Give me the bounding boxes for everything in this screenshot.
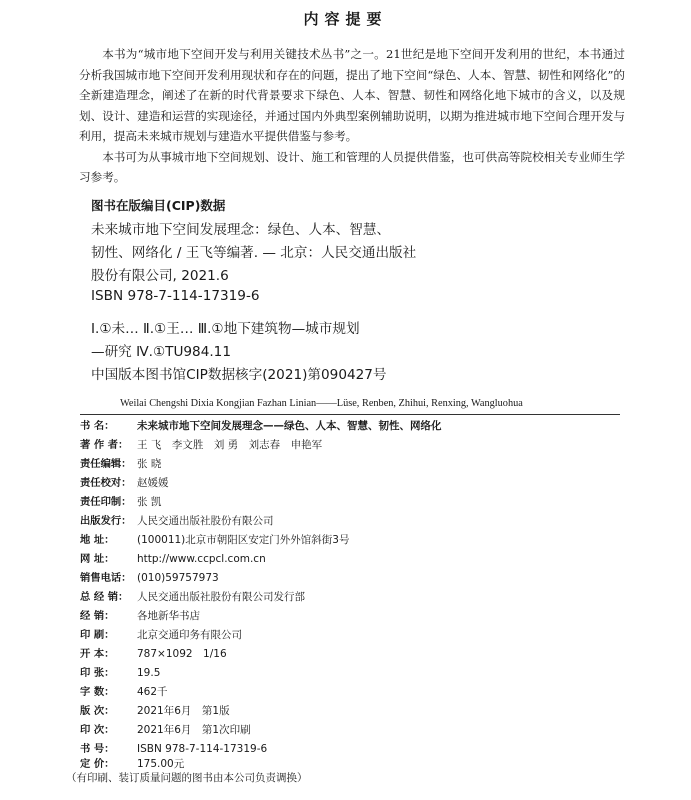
colophon-row <box>80 417 442 433</box>
colophon-value: 462千 <box>137 686 168 698</box>
colophon-label: 地 址： <box>80 534 115 546</box>
cip-classification: —研究 Ⅳ.①TU984.11 <box>91 344 231 360</box>
colophon-label: 销售电话： <box>80 572 132 584</box>
colophon-row <box>80 550 266 565</box>
cip-classification: Ⅰ.①未… Ⅱ.①王… Ⅲ.①地下建筑物—城市规划 <box>91 321 360 337</box>
colophon-label: 责任编辑： <box>80 458 132 470</box>
colophon-row <box>80 512 274 528</box>
colophon-row <box>80 664 160 679</box>
divider <box>80 414 620 415</box>
pinyin-title: Weilai Chengshi Dixia Kongjian Fazhan Linian——Lüse, Renben, Zhihui, Renxing, Wangluohua <box>120 398 523 409</box>
colophon-label: 出版发行： <box>80 515 132 527</box>
page-title: 内容提要 <box>303 10 388 28</box>
colophon-row <box>80 493 161 509</box>
colophon-label: 印 刷： <box>80 629 115 641</box>
colophon-value: 北京交通印务有限公司 <box>137 629 242 641</box>
colophon-row <box>80 455 161 471</box>
colophon-row <box>80 626 242 642</box>
colophon-row <box>80 702 230 718</box>
colophon-label: 印 张： <box>80 667 115 679</box>
colophon-value: 王 飞 李文胜 刘 勇 刘志春 申艳军 <box>137 439 323 451</box>
colophon-row <box>80 740 267 755</box>
colophon-value: 未来城市地下空间发展理念——绿色、人本、智慧、韧性、网络化 <box>137 420 442 432</box>
cip-record-number: 中国版本图书馆CIP数据核字(2021)第090427号 <box>91 367 387 383</box>
colophon-row <box>80 607 200 623</box>
colophon-row <box>80 645 227 661</box>
colophon-value: 19.5 <box>137 667 161 679</box>
colophon-value: 张 晓 <box>137 458 162 470</box>
colophon-value: (010)59757973 <box>137 572 219 584</box>
colophon-value: 张 凯 <box>137 496 162 508</box>
website-link: http://www.ccpcl.com.cn <box>137 553 266 565</box>
colophon-row <box>80 755 184 771</box>
cip-line: 未来城市地下空间发展理念：绿色、人本、智慧、 <box>91 222 391 238</box>
colophon-label: 字 数： <box>80 686 115 698</box>
colophon-row <box>80 436 322 452</box>
colophon-value: (100011)北京市朝阳区安定门外外馆斜街3号 <box>137 534 350 546</box>
colophon-value: 175.00元 <box>137 758 185 770</box>
colophon-row <box>80 683 168 699</box>
colophon-value: 各地新华书店 <box>137 610 200 622</box>
colophon-row <box>80 569 219 584</box>
colophon-value: 2021年6月 第1次印刷 <box>137 724 251 736</box>
colophon-row <box>80 721 251 737</box>
colophon-label: 责任印制： <box>80 496 132 508</box>
colophon-label: 书 号： <box>80 743 115 755</box>
colophon-label: 版 次： <box>80 705 115 717</box>
summary-paragraph: 本书可为从事城市地下空间规划、设计、施工和管理的人员提供借鉴，也可供高等院校相关专业师生学习参考。 <box>79 149 625 184</box>
colophon-row <box>80 588 305 604</box>
colophon-label: 责任校对： <box>80 477 132 489</box>
colophon-value: 787×1092 1/16 <box>137 648 227 660</box>
summary-paragraph: 本书为“城市地下空间开发与利用关键技术丛书”之一。21世纪是地下空间开发利用的世纪，本书通过分析我国城市地下空间开发利用现状和存在的问题，提出了地下空间“绿色、人本、智慧、韧性和网络化”的全新建造理念，阐述了在新的时代背景要求下绿色、人本、智慧、韧性和网络化地下城市的含义，以及规划、设计、建造和运营的实现途径，并通过国内外典型案例辅助说明，以期为推进城市地下空间合理开发与利用，提高未来城市规划与建造水平提供借鉴与参考。 <box>79 47 625 143</box>
colophon-value: 人民交通出版社股份有限公司发行部 <box>137 591 305 603</box>
colophon-row <box>80 531 349 547</box>
colophon-label: 印 次： <box>80 724 115 736</box>
colophon-label: 开 本： <box>80 648 115 660</box>
cip-line: 韧性、网络化 / 王飞等编著. — 北京：人民交通出版社 <box>91 245 417 261</box>
summary-text <box>79 44 625 188</box>
footer-note: （有印刷、装订质量问题的图书由本公司负责调换） <box>66 772 308 784</box>
colophon-value: 2021年6月 第1版 <box>137 705 230 717</box>
colophon-row <box>80 474 169 490</box>
colophon-label: 定 价： <box>80 758 115 770</box>
cip-heading: 图书在版编目(CIP)数据 <box>91 198 226 213</box>
colophon-value: 赵媛媛 <box>137 477 169 489</box>
colophon-label: 网 址： <box>80 553 115 565</box>
cip-isbn: ISBN 978-7-114-17319-6 <box>91 288 260 304</box>
colophon-label: 经 销： <box>80 610 115 622</box>
colophon-value: ISBN 978-7-114-17319-6 <box>137 743 268 755</box>
cip-line: 股份有限公司, 2021.6 <box>91 268 229 284</box>
colophon-label: 书 名： <box>80 420 115 432</box>
colophon-value: 人民交通出版社股份有限公司 <box>137 515 274 527</box>
colophon-label: 著 作 者： <box>80 439 129 451</box>
colophon-label: 总 经 销： <box>80 591 129 603</box>
